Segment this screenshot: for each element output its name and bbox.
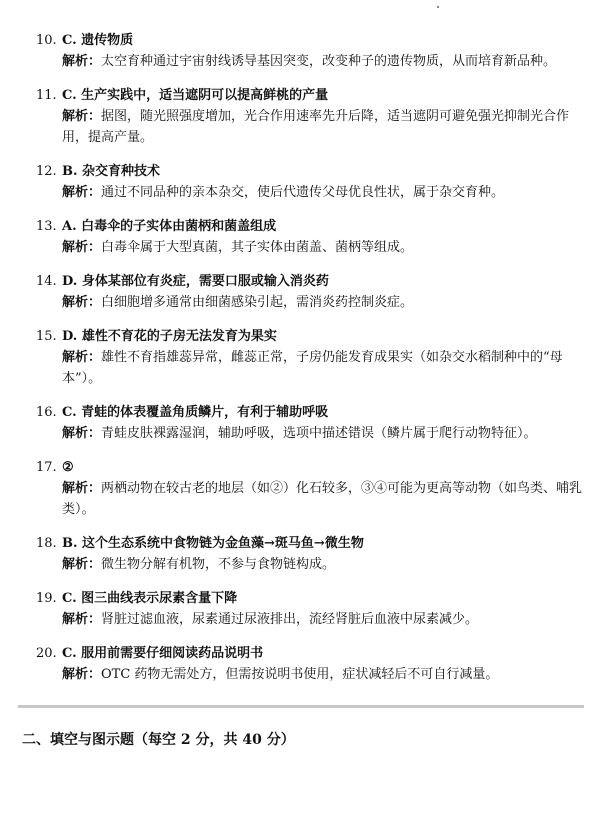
- section-heading: 二、填空与图示题（每空 2 分，共 40 分）: [22, 732, 295, 748]
- scan-dot: [437, 6, 439, 8]
- answer-text: C. 图三曲线表示尿素含量下降: [62, 591, 238, 606]
- question-number: 12.: [36, 164, 57, 179]
- explanation-text: 据图，随光照强度增加，光合作用速率先升后降，适当遮阴可避免强光抑制光合作用，提高产量。: [62, 109, 570, 145]
- answer-list: [36, 30, 584, 698]
- explanation-label: 解析：: [62, 295, 102, 310]
- explanation-text: 白细胞增多通常由细菌感染引起，需消炎药控制炎症。: [101, 295, 414, 310]
- answer-text: ②: [62, 460, 74, 475]
- explanation-label: 解析：: [62, 481, 102, 496]
- explanation-label: 解析：: [62, 240, 102, 255]
- question-number: 15.: [36, 329, 57, 344]
- section-divider: [18, 705, 584, 708]
- answer-text: D. 雄性不育花的子房无法发育为果实: [62, 329, 277, 344]
- question-number: 19.: [36, 591, 57, 606]
- answer-text: D. 身体某部位有炎症，需要口服或输入消炎药: [62, 274, 329, 289]
- question-number: 16.: [36, 405, 57, 420]
- answer-item-14: [36, 271, 584, 313]
- explanation-text: 青蛙皮肤裸露湿润，辅助呼吸，选项中描述错误（鳞片属于爬行动物特征）。: [101, 426, 537, 441]
- answer-item-19: [36, 588, 584, 630]
- answer-text: C. 生产实践中，适当遮阴可以提高鲜桃的产量: [62, 88, 329, 103]
- answer-item-12: [36, 161, 584, 203]
- explanation-label: 解析：: [62, 54, 102, 69]
- question-number: 18.: [36, 536, 57, 551]
- explanation-text: 白毒伞属于大型真菌，其子实体由菌盖、菌柄等组成。: [101, 240, 414, 255]
- question-number: 17.: [36, 460, 57, 475]
- explanation-label: 解析：: [62, 109, 102, 124]
- explanation-text: 肾脏过滤血液，尿素通过尿液排出，流经肾脏后血液中尿素减少。: [101, 612, 479, 627]
- question-number: 10.: [36, 33, 57, 48]
- answer-text: C. 服用前需要仔细阅读药品说明书: [62, 646, 264, 661]
- explanation-label: 解析：: [62, 350, 102, 365]
- explanation-label: 解析：: [62, 667, 102, 682]
- answer-item-13: [36, 216, 584, 258]
- explanation-label: 解析：: [62, 557, 102, 572]
- explanation-text: 雄性不育指雄蕊异常，雌蕊正常，子房仍能发育成果实（如杂交水稻制种中的“母本”）。: [62, 350, 563, 386]
- explanation-label: 解析：: [62, 612, 102, 627]
- answer-text: A. 白毒伞的子实体由菌柄和菌盖组成: [62, 219, 277, 234]
- answer-text: C. 遗传物质: [62, 33, 134, 48]
- answer-text: C. 青蛙的体表覆盖角质鳞片，有利于辅助呼吸: [62, 405, 329, 420]
- answer-item-11: [36, 85, 584, 148]
- question-number: 13.: [36, 219, 57, 234]
- explanation-label: 解析：: [62, 185, 102, 200]
- question-number: 14.: [36, 274, 57, 289]
- answer-item-17: [36, 457, 584, 520]
- question-number: 20.: [36, 646, 57, 661]
- explanation-text: 微生物分解有机物，不参与食物链构成。: [101, 557, 336, 572]
- answer-text: B. 这个生态系统中食物链为金鱼藻→斑马鱼→微生物: [62, 536, 364, 551]
- answer-item-10: [36, 30, 584, 72]
- question-number: 11.: [36, 88, 57, 103]
- explanation-text: OTC 药物无需处方，但需按说明书使用，症状减轻后不可自行减量。: [101, 667, 499, 682]
- answer-text: B. 杂交育种技术: [62, 164, 161, 179]
- answer-item-15: [36, 326, 584, 389]
- answer-item-20: [36, 643, 584, 685]
- answer-item-16: [36, 402, 584, 444]
- answer-item-18: [36, 533, 584, 575]
- explanation-text: 通过不同品种的亲本杂交，使后代遗传父母优良性状，属于杂交育种。: [101, 185, 505, 200]
- explanation-label: 解析：: [62, 426, 102, 441]
- explanation-text: 两栖动物在较古老的地层（如②）化石较多，③④可能为更高等动物（如鸟类、哺乳类）。: [62, 481, 583, 517]
- explanation-text: 太空育种通过宇宙射线诱导基因突变，改变种子的遗传物质，从而培育新品种。: [101, 54, 557, 69]
